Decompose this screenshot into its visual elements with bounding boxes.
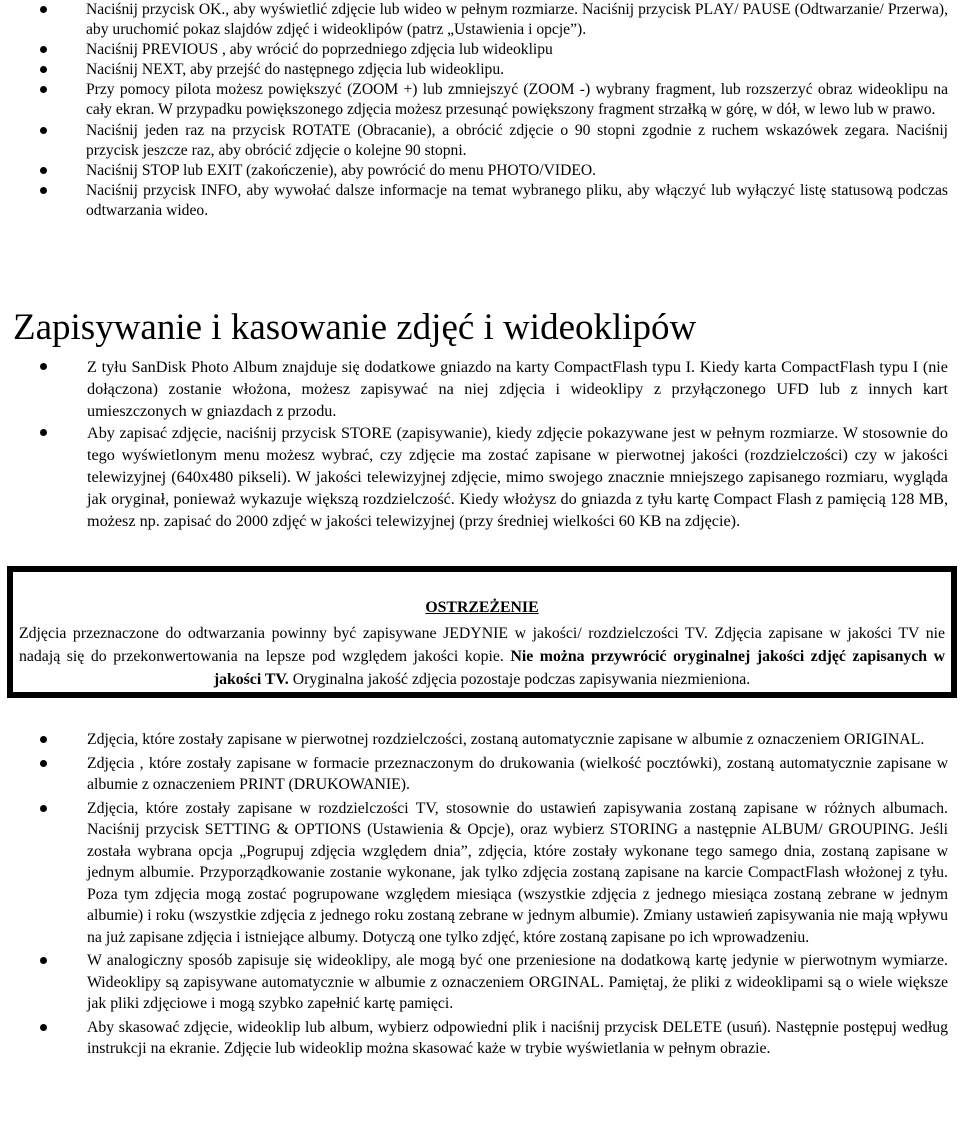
list-item: Z tyłu SanDisk Photo Album znajduje się dodatkowe gniazdo na karty CompactFlash typu I. Kiedy karta CompactFlash typu I (nie dołączona) zostanie włożona, możesz zapisywać na niej zdjęcia i wideoklipy z przyłączonego UFD lub z innych kart umieszczonych w gniazdach z przodu. — [0, 356, 960, 422]
list-item: Aby skasować zdjęcie, wideoklip lub album, wybierz odpowiedni plik i naciśnij przycisk DELETE (usuń). Następnie postępuj według instrukcji na ekranie. Zdjęcie lub wideoklip można skasować każe w trybie wyświetlania w pełnym obrazie. — [0, 1017, 960, 1060]
section-heading: Zapisywanie i kasowanie zdjęć i wideoklipów — [13, 307, 697, 348]
list-item: Naciśnij przycisk OK., aby wyświetlić zdjęcie lub wideo w pełnym rozmiarze. Naciśnij przycisk PLAY/ PAUSE (Odtwarzanie/ Przerwa), aby uruchomić pokaz slajdów zdjęć i wideoklipów (patrz „Ustawienia i opcje”). — [0, 0, 960, 40]
playback-instructions-list — [0, 0, 960, 221]
storing-section — [0, 356, 960, 532]
list-item: Naciśnij NEXT, aby przejść do następnego zdjęcia lub wideoklipu. — [0, 60, 960, 80]
warning-text-part: Zdjęcia przeznaczone do odtwarzania powinny być zapisywane JEDYNIE w jakości/ rozdzielczości TV. Zdjęcia zapisane w jakości TV nie nadają się do przekonwertowania na lepsze pod względem jakości kopie. — [19, 625, 945, 665]
playback-instructions — [0, 0, 960, 221]
list-item: W analogiczny sposób zapisuje się wideoklipy, ale mogą być one przeniesione na dodatkową kartę jedynie w pierwotnym wymiarze. Wideoklipy są zapisywane automatycznie w albumie z oznaczeniem ORGINAL. Pamiętaj, że pliki z wideoklipami są o wiele większe jak pliki zdjęciowe i mogą szybko zapełnić kartę pamięci. — [0, 950, 960, 1015]
warning-box — [7, 566, 957, 698]
list-item: Aby zapisać zdjęcie, naciśnij przycisk STORE (zapisywanie), kiedy zdjęcie pokazywane jest w pełnym rozmiarze. W stosownie do tego wyświetlonym menu możesz wybrać, czy zdjęcie ma zostać zapisane w pierwotnej jakości (rozdzielczości) czy w jakości telewizyjnej (640x480 pikseli). W jakości telewizyjnej zdjęcie, mimo swojego znacznie mniejszego zapisanego rozmiaru, wygląda jak oryginał, ponieważ wykazuje większą rozdzielczość. Kiedy włożysz do gniazda z tyłu kartę Compact Flash z pamięcią 128 MB, możesz np. zapisać do 2000 zdjęć w jakości telewizyjnej (przy średniej wielkości 60 KB na zdjęcie). — [0, 422, 960, 532]
warning-text-part: Oryginalna jakość zdjęcia pozostaje podczas zapisywania niezmieniona. — [292, 671, 751, 688]
warning-text — [19, 622, 945, 691]
storing-list — [0, 356, 960, 532]
album-section — [0, 729, 960, 1062]
list-item: Przy pomocy pilota możesz powiększyć (ZOOM +) lub zmniejszyć (ZOOM -) wybrany fragment, lub rozszerzyć obraz wideoklipu na cały ekran. W przypadku powiększonego zdjęcia możesz przesunąć powiększony fragment strzałką w górę, w dół, w lewo lub w prawo. — [0, 80, 960, 120]
list-item: Naciśnij przycisk INFO, aby wywołać dalsze informacje na temat wybranego pliku, aby włączyć lub wyłączyć listę statusową podczas odtwarzania wideo. — [0, 181, 960, 221]
album-list — [0, 729, 960, 1060]
list-item: Naciśnij PREVIOUS , aby wrócić do poprzedniego zdjęcia lub wideoklipu — [0, 40, 960, 60]
list-item: Naciśnij STOP lub EXIT (zakończenie), aby powrócić do menu PHOTO/VIDEO. — [0, 161, 960, 181]
list-item: Zdjęcia, które zostały zapisane w pierwotnej rozdzielczości, zostaną automatycznie zapisane w albumie z oznaczeniem ORIGINAL. — [0, 729, 960, 751]
warning-title: OSTRZEŻENIE — [425, 599, 539, 616]
list-item: Zdjęcia , które zostały zapisane w formacie przeznaczonym do drukowania (wielkość pocztówki), zostaną automatycznie zapisane w albumie z oznaczeniem PRINT (DRUKOWANIE). — [0, 753, 960, 796]
list-item: Naciśnij jeden raz na przycisk ROTATE (Obracanie), a obrócić zdjęcie o 90 stopni zgodnie z ruchem wskazówek zegara. Naciśnij przycisk jeszcze raz, aby obrócić zdjęcie o kolejne 90 stopni. — [0, 121, 960, 161]
warning-text-bold: Nie można przywrócić oryginalnej jakości zdjęć zapisanych w jakości TV. — [213, 648, 946, 688]
list-item: Zdjęcia, które zostały zapisane w rozdzielczości TV, stosownie do ustawień zapisywania zostaną zapisane w różnych albumach. Naciśnij przycisk SETTING & OPTIONS (Ustawienia & Opcje), oraz wybierz STORING a następnie ALBUM/ GROUPING. Jeśli została wybrana opcja „Pogrupuj zdjęcia względem dnia”, zdjęcia, które zostały wykonane tego samego dnia, zostaną zapisane w jednym albumie. Przyporządkowanie zostanie wykonane, jak tylko zdjęcia zostaną zapisane na karcie CompactFlash włożonej z tyłu. Poza tym zdjęcia mogą zostać pogrupowane względem miesiąca (wszystkie zdjęcia z jednego miesiąca zostaną zebrane w jednym albumie) i roku (wszystkie zdjęcia z jednego roku zostaną zebrane w jednym albumie). Zmiany ustawień zapisywania nie mają wpływu na już zapisane zdjęcia i istniejące albumy. Dotyczą one tylko zdjęć, które zostaną zapisane po ich wprowadzeniu. — [0, 798, 960, 949]
